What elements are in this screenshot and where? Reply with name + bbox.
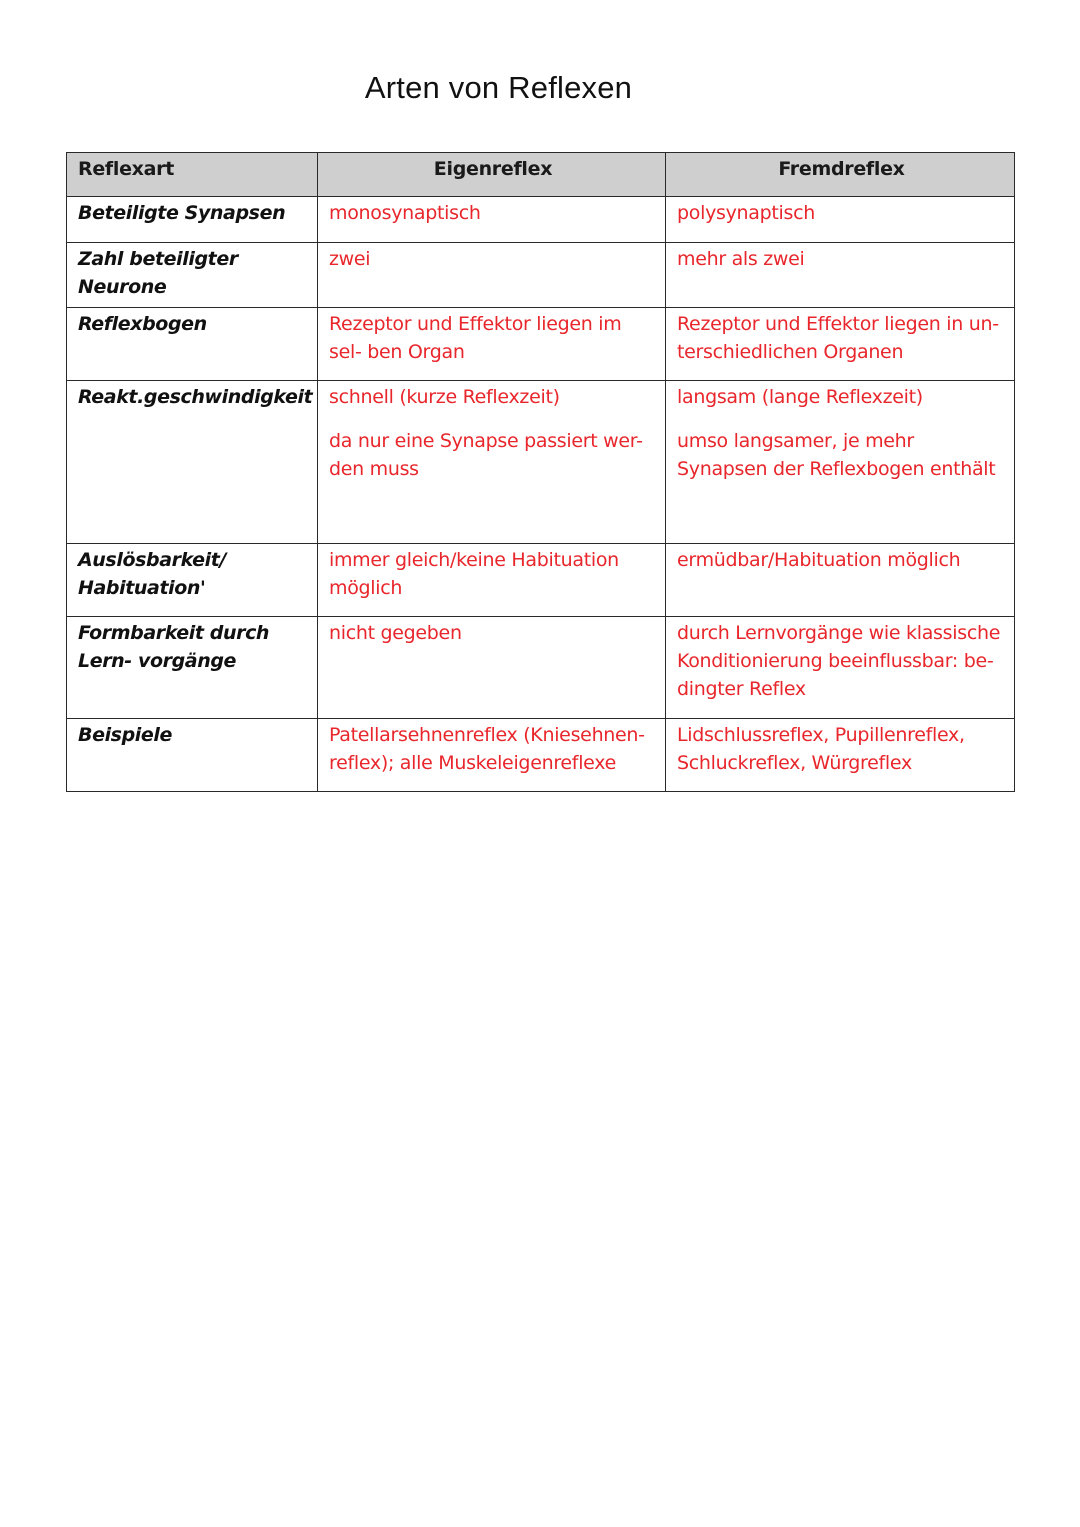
fremdreflex-cell bbox=[666, 617, 1015, 719]
table-row bbox=[67, 381, 1015, 544]
cell-text: da nur eine Synapse passiert wer- den muss bbox=[329, 430, 643, 480]
cell-text: schnell (kurze Reflexzeit) bbox=[329, 386, 560, 408]
page-title: Arten von Reflexen bbox=[364, 70, 633, 105]
cell-text: umso langsamer, je mehr Synapsen der Reflexbogen enthält bbox=[677, 430, 996, 480]
table-row bbox=[67, 719, 1015, 792]
row-label: Beispiele bbox=[67, 719, 318, 792]
fremdreflex-cell bbox=[666, 243, 1015, 308]
header-fremdreflex: Fremdreflex bbox=[666, 153, 1015, 197]
eigenreflex-cell bbox=[318, 381, 666, 544]
eigenreflex-cell bbox=[318, 197, 666, 243]
eigenreflex-cell bbox=[318, 544, 666, 617]
row-label: Formbarkeit durch Lern- vorgänge bbox=[67, 617, 318, 719]
cell-text: Rezeptor und Effektor liegen im sel- ben Organ bbox=[329, 313, 622, 363]
table-row bbox=[67, 544, 1015, 617]
fremdreflex-cell bbox=[666, 719, 1015, 792]
eigenreflex-cell bbox=[318, 617, 666, 719]
cell-text: ermüdbar/Habituation möglich bbox=[677, 549, 961, 571]
row-label: Reakt.geschwindigkeit bbox=[67, 381, 318, 544]
header-reflexart: Reflexart bbox=[67, 153, 318, 197]
fremdreflex-cell bbox=[666, 381, 1015, 544]
cell-text: langsam (lange Reflexzeit) bbox=[677, 386, 923, 408]
cell-text: immer gleich/keine Habituation möglich bbox=[329, 549, 619, 599]
header-eigenreflex: Eigenreflex bbox=[318, 153, 666, 197]
fremdreflex-cell bbox=[666, 544, 1015, 617]
cell-text: Lidschlussreflex, Pupillenreflex, Schluckreflex, Würgreflex bbox=[677, 724, 965, 774]
cell-text: monosynaptisch bbox=[329, 202, 481, 224]
row-label: Reflexbogen bbox=[67, 308, 318, 381]
table-row bbox=[67, 308, 1015, 381]
cell-text: Rezeptor und Effektor liegen in un- terschiedlichen Organen bbox=[677, 313, 999, 363]
eigenreflex-cell bbox=[318, 243, 666, 308]
cell-text: nicht gegeben bbox=[329, 622, 462, 644]
cell-text: Patellarsehnenreflex (Kniesehnen- reflex); alle Muskeleigenreflexe bbox=[329, 724, 645, 774]
row-label: Zahl beteiligter Neurone bbox=[67, 243, 318, 308]
fremdreflex-cell bbox=[666, 197, 1015, 243]
table-row bbox=[67, 243, 1015, 308]
cell-text: mehr als zwei bbox=[677, 248, 805, 270]
eigenreflex-cell bbox=[318, 308, 666, 381]
fremdreflex-cell bbox=[666, 308, 1015, 381]
table-header-row bbox=[67, 153, 1015, 197]
cell-text: durch Lernvorgänge wie klassische Konditionierung beeinflussbar: be- dingter Reflex bbox=[677, 622, 1001, 700]
eigenreflex-cell bbox=[318, 719, 666, 792]
cell-text: zwei bbox=[329, 248, 371, 270]
table-row bbox=[67, 197, 1015, 243]
row-label: Beteiligte Synapsen bbox=[67, 197, 318, 243]
table-row bbox=[67, 617, 1015, 719]
reflex-comparison-table bbox=[66, 152, 1015, 792]
cell-text: polysynaptisch bbox=[677, 202, 816, 224]
row-label: Auslösbarkeit/ Habituation' bbox=[67, 544, 318, 617]
